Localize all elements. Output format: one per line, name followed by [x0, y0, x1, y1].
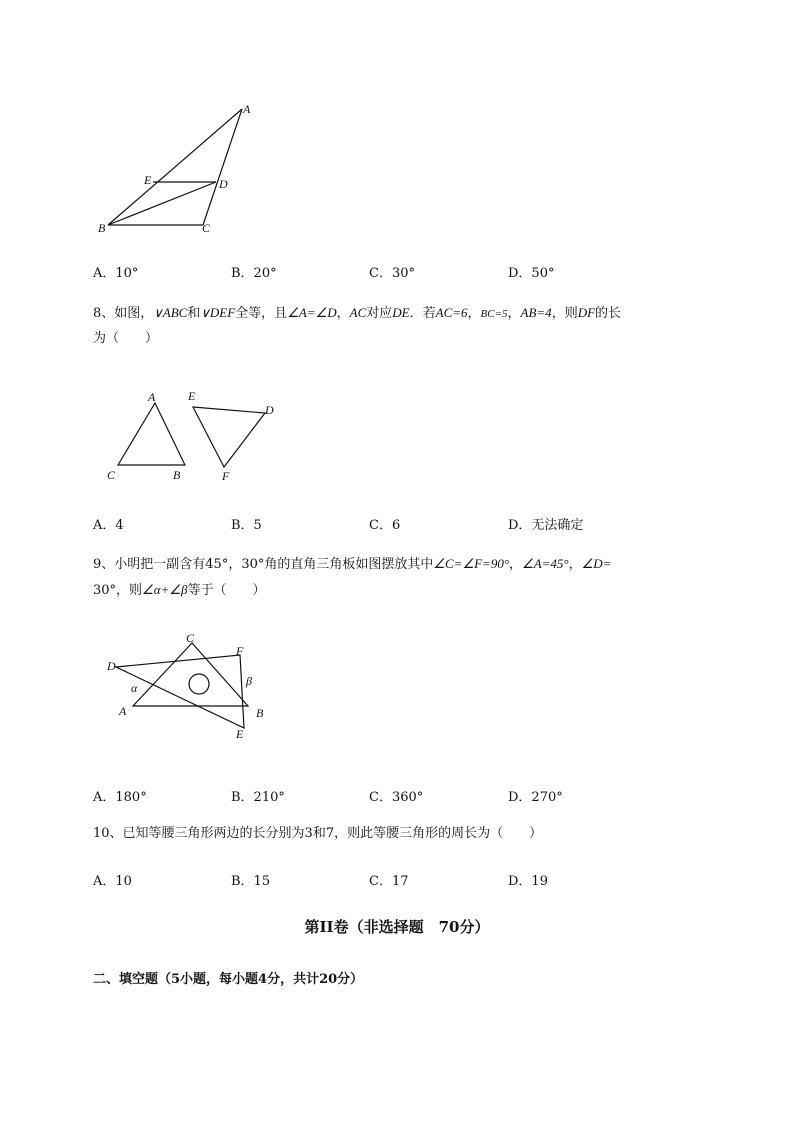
figure-q9	[100, 628, 280, 743]
q8-text: ，则	[551, 306, 578, 321]
q7-option-a: A．10°	[93, 266, 139, 281]
q9-text: ，	[509, 557, 523, 572]
label-F: F	[222, 469, 230, 483]
q8-math: DE	[392, 305, 410, 320]
q8-math: ∨DEF	[200, 305, 236, 320]
label-B: B	[173, 468, 181, 482]
label-beta: β	[246, 674, 252, 688]
q8-text: 的长	[595, 306, 622, 321]
label-C: C	[202, 221, 211, 235]
q9-line-2	[93, 577, 265, 603]
label-A: A	[148, 390, 156, 404]
q9-math: ∠D=	[581, 556, 612, 571]
q10-option-a: A．10	[93, 874, 132, 889]
label-D: D	[107, 659, 116, 673]
label-A: A	[243, 102, 251, 116]
q9-text: ，	[568, 557, 582, 572]
q9-text: 30°，则	[93, 583, 143, 598]
q8-math: ∠A=∠D	[287, 305, 337, 320]
q8-text: 全等，且	[235, 306, 288, 321]
q8-line-1	[93, 300, 621, 327]
q8-option-c: C．6	[369, 518, 401, 533]
q10-text: 10、已知等腰三角形两边的长分别为3和7，则此等腰三角形的周长为（ ）	[93, 826, 543, 841]
q8-text: ，	[467, 306, 481, 321]
label-alpha: α	[131, 681, 138, 695]
q8-math: DF	[577, 305, 596, 320]
q9-math: ∠α+∠β	[142, 582, 188, 597]
q9-text: 等于（ ）	[187, 583, 266, 598]
q8-line-2: 为（ ）	[93, 331, 159, 346]
label-E: E	[236, 727, 244, 741]
figure-q8	[100, 385, 290, 485]
q7-option-c: C．30°	[369, 266, 415, 281]
part-2-title: 第II卷（非选择题 70分）	[304, 918, 490, 936]
label-C: C	[186, 631, 195, 645]
q10-option-c: C．17	[369, 874, 409, 889]
q8-text: 和	[187, 306, 201, 321]
q9-math: ∠C=∠F=90°	[433, 556, 510, 571]
label-C: C	[107, 468, 116, 482]
label-B: B	[256, 706, 264, 720]
q8-math: AB=4	[520, 305, 552, 320]
label-E: E	[188, 389, 196, 403]
q8-math: BC=5	[480, 308, 508, 320]
q8-text: 对应	[366, 306, 393, 321]
q10-option-d: D．19	[508, 874, 548, 889]
q8-option-d: D．无法确定	[508, 518, 584, 533]
q8-math: ∨ABC	[153, 305, 188, 320]
section-2-heading: 二、填空题（5小题，每小题4分，共计20分）	[93, 972, 364, 987]
q8-text: ．若	[409, 306, 436, 321]
label-D: D	[219, 177, 228, 191]
label-A: A	[119, 704, 127, 718]
figure-q7	[90, 95, 270, 245]
q8-text: ，	[507, 306, 521, 321]
q9-line-1	[93, 551, 611, 577]
q8-math: AC=6	[435, 305, 468, 320]
q8-text: 8、如图，	[93, 306, 154, 321]
q7-option-b: B．20°	[231, 266, 277, 281]
q9-math: ∠A=45°	[522, 556, 569, 571]
q8-option-b: B．5	[231, 518, 262, 533]
label-B: B	[98, 221, 106, 235]
q9-option-d: D．270°	[508, 790, 563, 805]
label-E: E	[144, 173, 152, 187]
q8-text: ，	[336, 306, 350, 321]
q9-option-b: B．210°	[231, 790, 285, 805]
q10-option-b: B．15	[231, 874, 271, 889]
q9-option-c: C．360°	[369, 790, 424, 805]
q7-option-d: D．50°	[508, 266, 555, 281]
q8-math: AC	[349, 305, 367, 320]
q8-option-a: A．4	[93, 518, 124, 533]
label-F: F	[236, 644, 244, 658]
q9-text: 9、小明把一副含有45°，30°角的直角三角板如图摆放其中	[93, 557, 434, 572]
label-D: D	[265, 403, 274, 417]
q9-option-a: A．180°	[93, 790, 147, 805]
